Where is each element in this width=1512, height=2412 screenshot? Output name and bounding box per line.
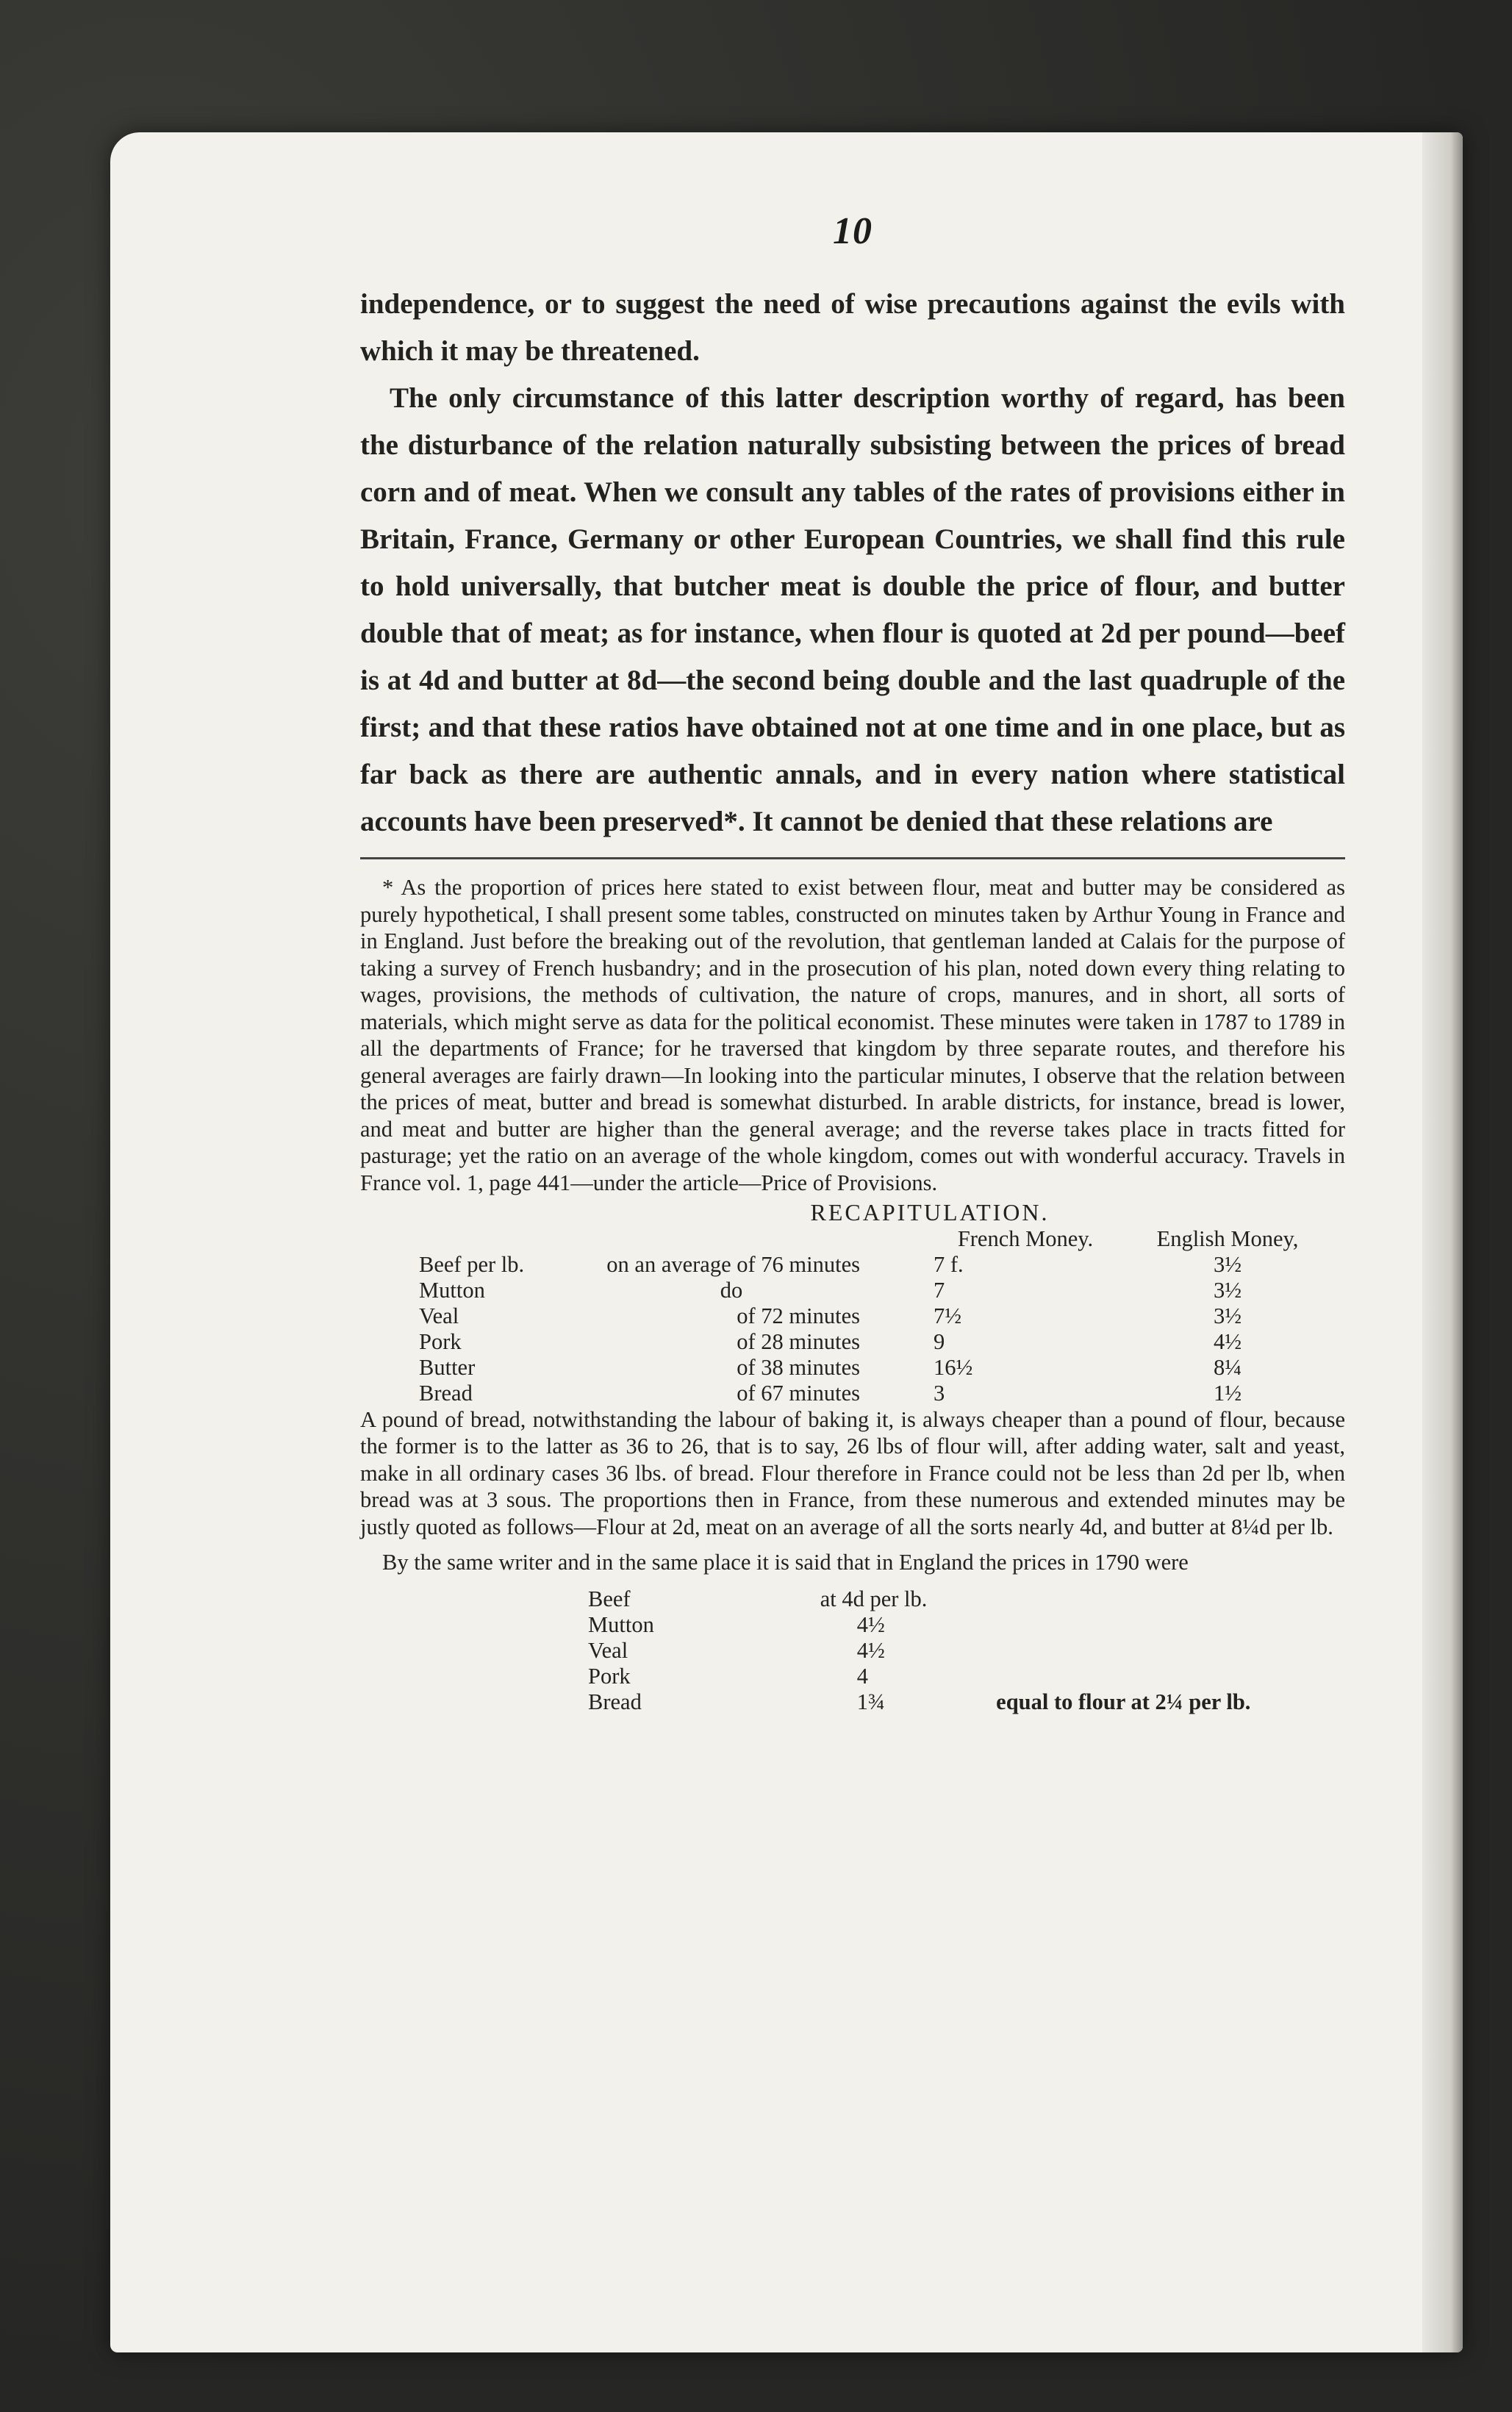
recap-french: 3 [934, 1380, 945, 1406]
recap-french: 7 [934, 1277, 945, 1303]
price-value: 1¾ [856, 1689, 885, 1714]
table-row [360, 1586, 1345, 1612]
recap-english: 3½ [1213, 1277, 1242, 1303]
price-item: Beef [588, 1586, 631, 1611]
table-row [360, 1329, 1338, 1355]
recap-note: of 28 minutes [737, 1328, 860, 1354]
price-item: Pork [588, 1663, 631, 1689]
recap-item: Mutton [419, 1277, 485, 1303]
recap-table [360, 1226, 1338, 1406]
price-value: 4½ [856, 1637, 885, 1663]
price-note: equal to flour at 2¼ per lb. [996, 1689, 1251, 1714]
england-prices-table [360, 1586, 1345, 1715]
recap-header-item [360, 1226, 603, 1252]
recap-english: 3½ [1213, 1303, 1242, 1328]
table-row [360, 1355, 1338, 1381]
price-item: Mutton [588, 1611, 654, 1637]
recap-note: of 38 minutes [737, 1354, 860, 1380]
recap-header-row [360, 1226, 1338, 1252]
recap-english: 1½ [1213, 1380, 1242, 1406]
price-note [967, 1664, 1345, 1689]
recap-header-english: English Money, [1156, 1225, 1299, 1251]
recap-french: 9 [934, 1328, 945, 1354]
body-text [360, 281, 1345, 845]
footnote-paragraph: A pound of bread, notwithstanding the labour of baking it, is always cheaper than a pound of flour, because the former is to the latter as 36 to 26, that is to say, 26 lbs of flour will, after adding water, salt and yeast, make in all ordinary cases 36 lbs. of bread. Flour therefore in France could not be less than 2d per lb, when bread was at 3 sous. The proportions then in France, from these numerous and extended minutes may be justly quoted as follows—Flour at 2d, meat on an average of all the sorts nearly 4d, and butter at 8¼d per lb. [360, 1406, 1345, 1539]
body-paragraph: independence, or to suggest the need of wise precautions against the evils with which it may be threatened. [360, 288, 1345, 367]
recap-note: of 72 minutes [737, 1303, 860, 1328]
table-row [360, 1252, 1338, 1278]
price-value: 4 [856, 1663, 868, 1689]
recap-item: Beef per lb. [419, 1251, 525, 1277]
price-note [967, 1586, 1345, 1612]
recap-item: Bread [419, 1380, 473, 1406]
price-note [967, 1612, 1345, 1638]
footnote-rule [360, 857, 1345, 859]
recap-note: of 67 minutes [737, 1380, 860, 1406]
recap-english: 4½ [1213, 1328, 1242, 1354]
table-row [360, 1664, 1345, 1689]
recap-header-french: French Money. [957, 1225, 1094, 1251]
recap-item: Pork [419, 1328, 462, 1354]
recap-note: on an average of 76 minutes [606, 1251, 860, 1277]
recap-french: 7½ [934, 1303, 962, 1328]
recap-english: 3½ [1213, 1251, 1242, 1277]
table-row [360, 1638, 1345, 1664]
recap-item: Butter [419, 1354, 476, 1380]
recap-french: 16½ [934, 1354, 973, 1380]
price-value: at 4d per lb. [820, 1586, 928, 1611]
price-item: Veal [588, 1637, 628, 1663]
footnote [360, 874, 1345, 1715]
recap-french: 7 f. [934, 1251, 964, 1277]
price-value: 4½ [856, 1611, 885, 1637]
page-content [360, 210, 1345, 1715]
footnote-paragraph: * As the proportion of prices here stated to exist between flour, meat and butter may be considered as purely hypothetical, I shall present some tables, constructed on minutes taken by Arthur Young in France and in England. Just before the breaking out of the revolution, that gentleman landed at Calais for the purpose of taking a survey of French husbandry; and in the prosecution of his plan, noted down every thing relating to wages, provisions, the methods of cultivation, the nature of crops, manures, and in short, all sorts of materials, which might serve as data for the political economist. These minutes were taken in 1787 to 1789 in all the departments of France; for he traversed that kingdom by three separate routes, and therefore his general averages are fairly drawn—In looking into the particular minutes, I observe that the relation between the prices of meat, butter and bread is somewhat disturbed. In arable districts, for instance, bread is lower, and meat and butter are higher than the general average; and the reverse takes place in tracts fitted for pasturage; yet the ratio on an average of the whole kingdom, comes out with wonderful accuracy. Travels in France vol. 1, page 441—under the article—Price of Provisions. [360, 875, 1345, 1195]
recap-header-note [603, 1226, 889, 1252]
recap-english: 8¼ [1213, 1354, 1242, 1380]
table-row [360, 1689, 1345, 1715]
price-note [967, 1638, 1345, 1664]
table-row [360, 1612, 1345, 1638]
price-item: Bread [588, 1689, 642, 1714]
table-row [360, 1303, 1338, 1329]
body-paragraph: The only circumstance of this latter description worthy of regard, has been the disturbance of the relation naturally subsisting between the prices of bread corn and of meat. When we consult any tables of the rates of provisions either in Britain, France, Germany or other European Countries, we shall find this rule to hold universally, that butcher meat is double the price of flour, and butter double that of meat; as for instance, when flour is quoted at 2d per pound—beef is at 4d and butter at 8d—the second being double and the last quadruple of the first; and that these ratios have obtained not at one time and in one place, but as far back as there are authentic annals, and in every nation where statistical accounts have been preserved*. It cannot be denied that these relations are [360, 382, 1345, 837]
recap-item: Veal [419, 1303, 459, 1328]
table-row [360, 1381, 1338, 1406]
footnote-paragraph: By the same writer and in the same place it is said that in England the prices in 1790 were [382, 1550, 1189, 1575]
page-number: 10 [833, 210, 873, 252]
table-row [360, 1278, 1338, 1303]
page-edge [1422, 132, 1463, 2352]
recap-heading: RECAPITULATION. [810, 1199, 1050, 1225]
book-page [110, 132, 1463, 2352]
recap-note: do [720, 1277, 743, 1303]
